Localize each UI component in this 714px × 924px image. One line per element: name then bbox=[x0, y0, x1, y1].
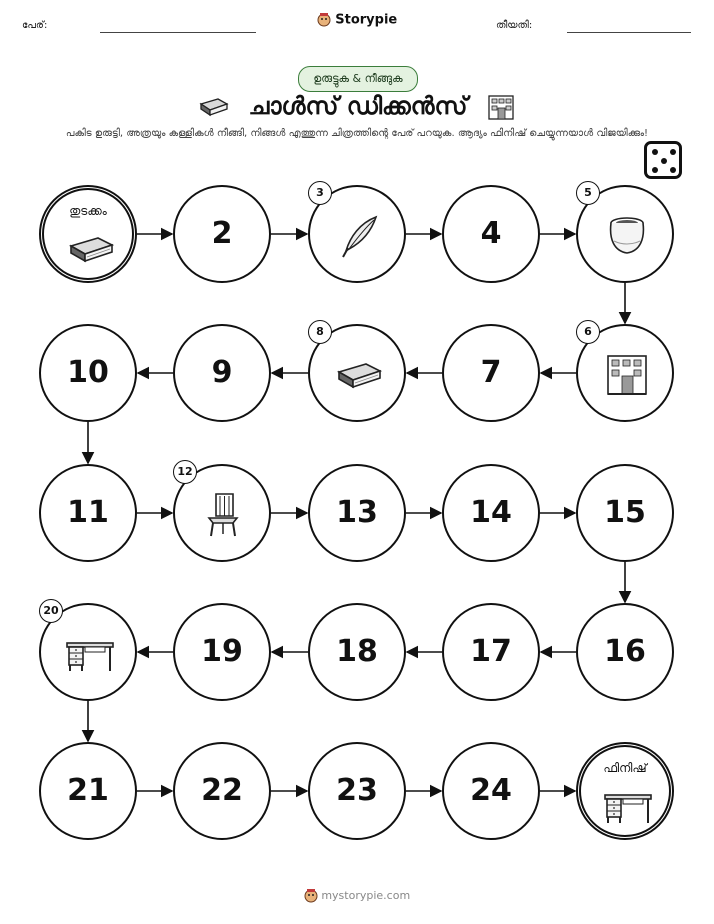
footer-logo-icon bbox=[304, 889, 322, 902]
start-cell bbox=[39, 185, 137, 283]
cell-number-badge: 8 bbox=[308, 320, 332, 344]
cell-number: 10 bbox=[67, 355, 109, 390]
cell-number: 13 bbox=[336, 495, 378, 530]
chair-icon bbox=[199, 490, 249, 540]
cell-number: 17 bbox=[470, 634, 512, 669]
board-cell bbox=[308, 185, 406, 283]
cell-number: 18 bbox=[336, 634, 378, 669]
board-cell bbox=[576, 603, 674, 701]
desk-icon bbox=[65, 629, 115, 679]
board-cell bbox=[442, 185, 540, 283]
board-cell bbox=[173, 464, 271, 562]
start-label: തുടക്കം bbox=[69, 204, 107, 218]
board-cell bbox=[308, 464, 406, 562]
board-cell bbox=[308, 742, 406, 840]
cell-number: 4 bbox=[480, 216, 502, 251]
board-cell bbox=[442, 464, 540, 562]
cell-number: 14 bbox=[470, 495, 512, 530]
board-cell bbox=[39, 464, 137, 562]
cell-number: 23 bbox=[336, 773, 378, 808]
board-cell bbox=[442, 742, 540, 840]
cell-number: 19 bbox=[201, 634, 243, 669]
board-cell bbox=[173, 742, 271, 840]
board-cell bbox=[39, 324, 137, 422]
pot-icon bbox=[602, 211, 652, 261]
cell-number: 2 bbox=[211, 216, 233, 251]
instructions: പകിട ഉരുട്ടി, അത്രയും കള്ളികൾ നീങ്ങി, നിങ്ങൾ എത്തുന്ന ചിത്രത്തിന്റെ പേര് പറയുക. ആദ്യം ഫിനിഷ് ചെയ്യുന്നയാൾ വിജയിക്കും! bbox=[65, 128, 649, 139]
finish-label: ഫിനിഷ് bbox=[603, 761, 647, 775]
cell-number: 22 bbox=[201, 773, 243, 808]
board-cell bbox=[576, 464, 674, 562]
board-cell bbox=[308, 603, 406, 701]
cell-number-badge: 3 bbox=[308, 181, 332, 205]
cell-number: 16 bbox=[604, 634, 646, 669]
book-icon bbox=[66, 224, 116, 274]
building-icon bbox=[602, 350, 652, 400]
cell-number-badge: 12 bbox=[173, 460, 197, 484]
desk-icon bbox=[603, 781, 653, 831]
cell-number-badge: 5 bbox=[576, 181, 600, 205]
finish-cell bbox=[576, 742, 674, 840]
board-cell bbox=[576, 185, 674, 283]
cell-number: 15 bbox=[604, 495, 646, 530]
board-cell bbox=[173, 324, 271, 422]
cell-number: 21 bbox=[67, 773, 109, 808]
cell-number-badge: 20 bbox=[39, 599, 63, 623]
board-cell bbox=[308, 324, 406, 422]
cell-number: 24 bbox=[470, 773, 512, 808]
quill-icon bbox=[334, 211, 384, 261]
board-cell bbox=[576, 324, 674, 422]
brand-name: Storypie bbox=[335, 12, 398, 28]
footer bbox=[0, 888, 714, 904]
board-cell bbox=[39, 603, 137, 701]
cell-number: 11 bbox=[67, 495, 109, 530]
cell-number-badge: 6 bbox=[576, 320, 600, 344]
date-label: തീയതി: bbox=[496, 20, 533, 31]
book-icon bbox=[334, 350, 384, 400]
board-cell bbox=[442, 603, 540, 701]
board-cell bbox=[173, 603, 271, 701]
board-cell bbox=[39, 742, 137, 840]
board-cell bbox=[442, 324, 540, 422]
game-type-pill: ഉരുട്ടുക & നീങ്ങുക bbox=[298, 66, 418, 92]
title-text: ചാൾസ് ഡിക്കൻസ് bbox=[248, 92, 468, 120]
name-label: പേര്: bbox=[22, 20, 48, 31]
cell-number: 7 bbox=[480, 355, 502, 390]
footer-url: mystorypie.com bbox=[321, 889, 411, 902]
cell-number: 9 bbox=[211, 355, 233, 390]
board-cell bbox=[173, 185, 271, 283]
